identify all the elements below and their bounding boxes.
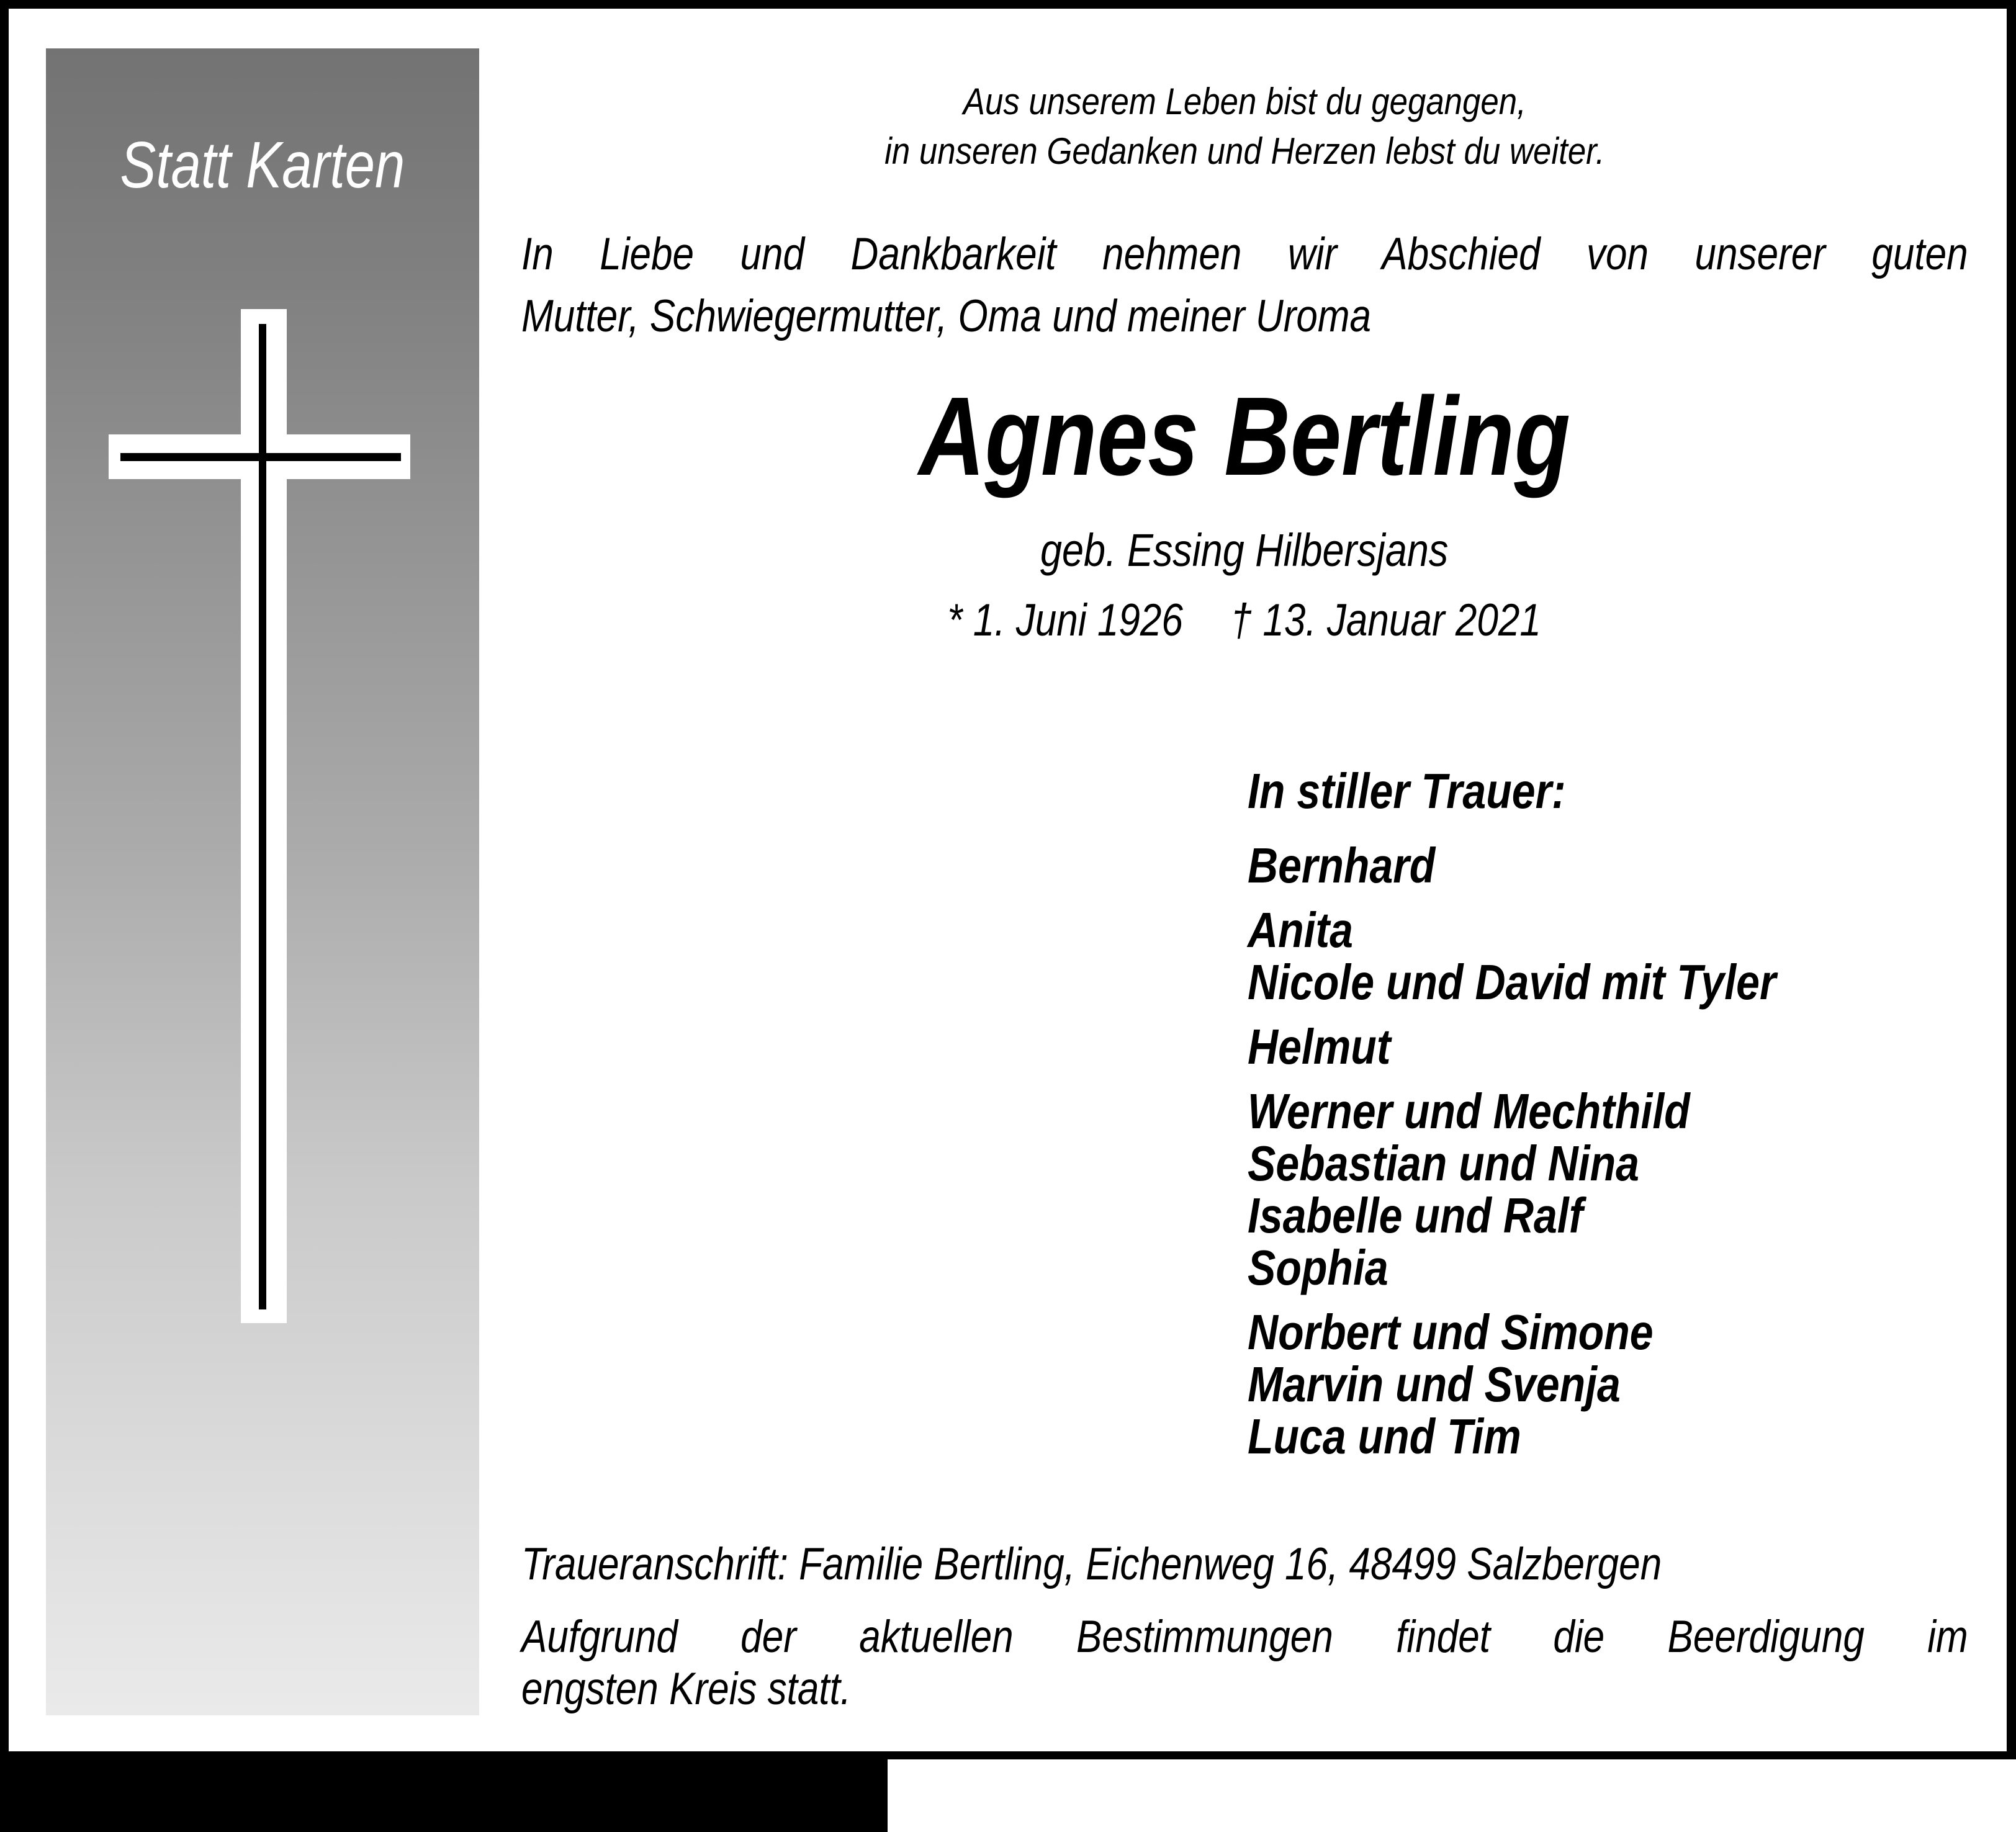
notice-line-2: engsten Kreis statt.	[521, 1664, 852, 1714]
side-panel	[46, 48, 479, 1715]
mourner-name: Sebastian und Nina	[1248, 1136, 1639, 1191]
mourner-name: Norbert und Simone	[1248, 1304, 1654, 1360]
intro-paragraph	[521, 223, 1968, 348]
mourner-name: Marvin und Svenja	[1248, 1357, 1621, 1412]
frame-bottom	[0, 1751, 2016, 1759]
maiden-name-row	[521, 523, 1968, 577]
intro-line-1: In Liebe und Dankbarkeit nehmen wir Abschied von unserer guten	[521, 229, 1968, 279]
birth-date: * 1. Juni 1926	[947, 595, 1184, 645]
statt-karten-label: Statt Karten	[120, 128, 405, 202]
maiden-name: geb. Essing Hilbersjans	[1040, 524, 1449, 576]
mourner-name: Luca und Tim	[1248, 1409, 1521, 1464]
death-date: † 13. Januar 2021	[1230, 595, 1542, 645]
cross-vertical-line	[259, 324, 266, 1309]
mourner-name: Anita	[1248, 902, 1353, 958]
cross-horizontal-line	[120, 453, 401, 461]
frame-left	[0, 0, 9, 1758]
mourning-address: Traueranschrift: Familie Bertling, Eichenweg 16, 48499 Salzbergen	[521, 1539, 1662, 1589]
mourners-list	[1248, 840, 1776, 1463]
verse-line-2: in unseren Gedanken und Herzen lebst du weiter.	[884, 130, 1605, 172]
mourner-name: Werner und Mechthild	[1248, 1084, 1690, 1139]
mourner-name: Nicole und David mit Tyler	[1248, 954, 1776, 1010]
memorial-verse	[521, 77, 1968, 176]
mourner-name: Isabelle und Ralf	[1248, 1188, 1583, 1243]
mourner-name: Sophia	[1248, 1240, 1388, 1295]
deceased-name-row	[521, 374, 1968, 499]
mourning-heading: In stiller Trauer:	[1248, 763, 1566, 819]
notice-line-1: Aufgrund der aktuellen Bestimmungen findet die Beerdigung im	[521, 1612, 1968, 1662]
deceased-name: Agnes Bertling	[919, 374, 1570, 499]
funeral-notice	[521, 1611, 1968, 1715]
life-dates-row	[521, 595, 1968, 647]
intro-line-2: Mutter, Schwiegermutter, Oma und meiner Uroma	[521, 291, 1372, 341]
frame-right	[2007, 0, 2016, 1758]
mourner-name: Helmut	[1248, 1019, 1391, 1074]
frame-top	[0, 0, 2016, 9]
mourner-name: Bernhard	[1248, 838, 1436, 893]
verse-line-1: Aus unserem Leben bist du gegangen,	[963, 81, 1526, 122]
adjacent-ad-black-block	[0, 1759, 888, 1832]
